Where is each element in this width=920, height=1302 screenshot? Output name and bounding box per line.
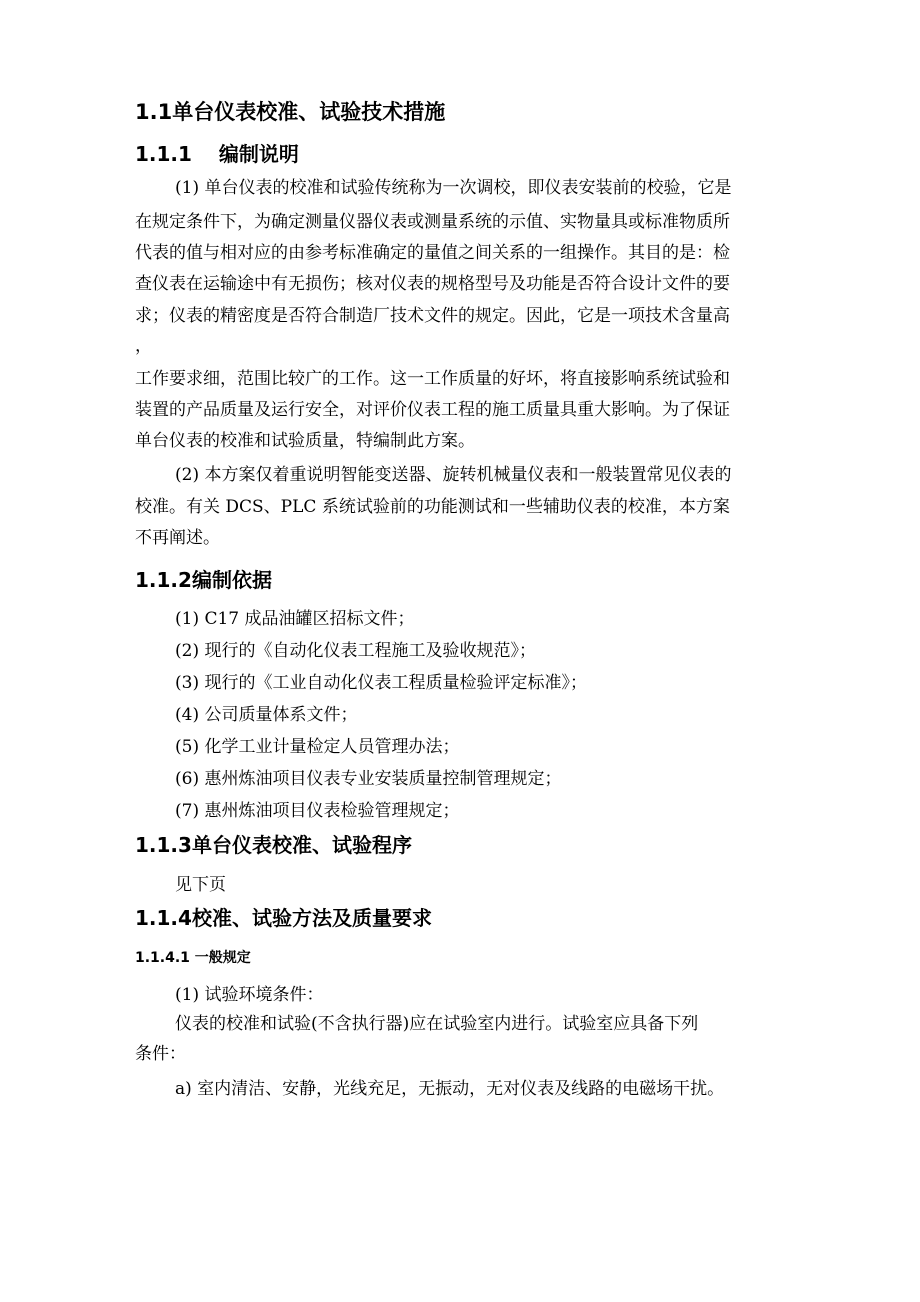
list-item: (3) 现行的《工业自动化仪表工程质量检验评定标准》；	[175, 673, 587, 693]
paragraph-line: 仪表的校准和试验(不含执行器)应在试验室内进行。试验室应具备下列	[175, 1014, 699, 1034]
paragraph-line: 查仪表在运输途中有无损伤；核对仪表的规格型号及功能是否符合设计文件的要	[135, 274, 730, 294]
heading-1-1-3: 1.1.3单台仪表校准、试验程序	[135, 833, 412, 857]
list-item: (5) 化学工业计量检定人员管理办法；	[175, 737, 460, 757]
paragraph-line: 条件：	[135, 1044, 186, 1064]
condition-item-a: a) 室内清洁、安静，光线充足，无振动，无对仪表及线路的电磁场干扰。	[175, 1079, 725, 1099]
heading-1-1-2: 1.1.2编制依据	[135, 568, 272, 592]
heading-1-1-4-1: 1.1.4.1 一般规定	[135, 950, 251, 966]
paragraph-line: ，	[135, 336, 152, 356]
list-item: (1) C17 成品油罐区招标文件；	[175, 609, 415, 629]
heading-1-1-4: 1.1.4校准、试验方法及质量要求	[135, 906, 432, 930]
paragraph-line: 不再阐述。	[135, 528, 220, 548]
environment-item: (1) 试验环境条件：	[175, 985, 324, 1005]
heading-1-1: 1.1单台仪表校准、试验技术措施	[135, 100, 446, 124]
paragraph-line: (2) 本方案仅着重说明智能变送器、旋转机械量仪表和一般装置常见仪表的	[175, 465, 732, 485]
list-item: (4) 公司质量体系文件；	[175, 705, 358, 725]
heading-1-1-1: 1.1.1 编制说明	[135, 142, 299, 166]
paragraph-line: 求；仪表的精密度是否符合制造厂技术文件的规定。因此，它是一项技术含量高	[135, 306, 730, 326]
list-item: (6) 惠州炼油项目仪表专业安装质量控制管理规定；	[175, 769, 562, 789]
list-item: (7) 惠州炼油项目仪表检验管理规定；	[175, 801, 460, 821]
paragraph-line: 工作要求细，范围比较广的工作。这一工作质量的好坏，将直接影响系统试验和	[135, 369, 730, 389]
paragraph-line: 在规定条件下，为确定测量仪器仪表或测量系统的示值、实物量具或标准物质所	[135, 212, 730, 232]
paragraph-line: 校准。有关 DCS、PLC 系统试验前的功能测试和一些辅助仪表的校准，本方案	[135, 497, 730, 517]
paragraph-line: 代表的值与相对应的由参考标准确定的量值之间关系的一组操作。其目的是：检	[135, 243, 730, 263]
list-item: (2) 现行的《自动化仪表工程施工及验收规范》；	[175, 641, 536, 661]
paragraph-line: 单台仪表的校准和试验质量，特编制此方案。	[135, 431, 475, 451]
paragraph-line: 装置的产品质量及运行安全，对评价仪表工程的施工质量具重大影响。为了保证	[135, 400, 730, 420]
paragraph-line: (1) 单台仪表的校准和试验传统称为一次调校，即仪表安装前的校验，它是	[175, 178, 732, 198]
section-113-text: 见下页	[175, 875, 226, 895]
